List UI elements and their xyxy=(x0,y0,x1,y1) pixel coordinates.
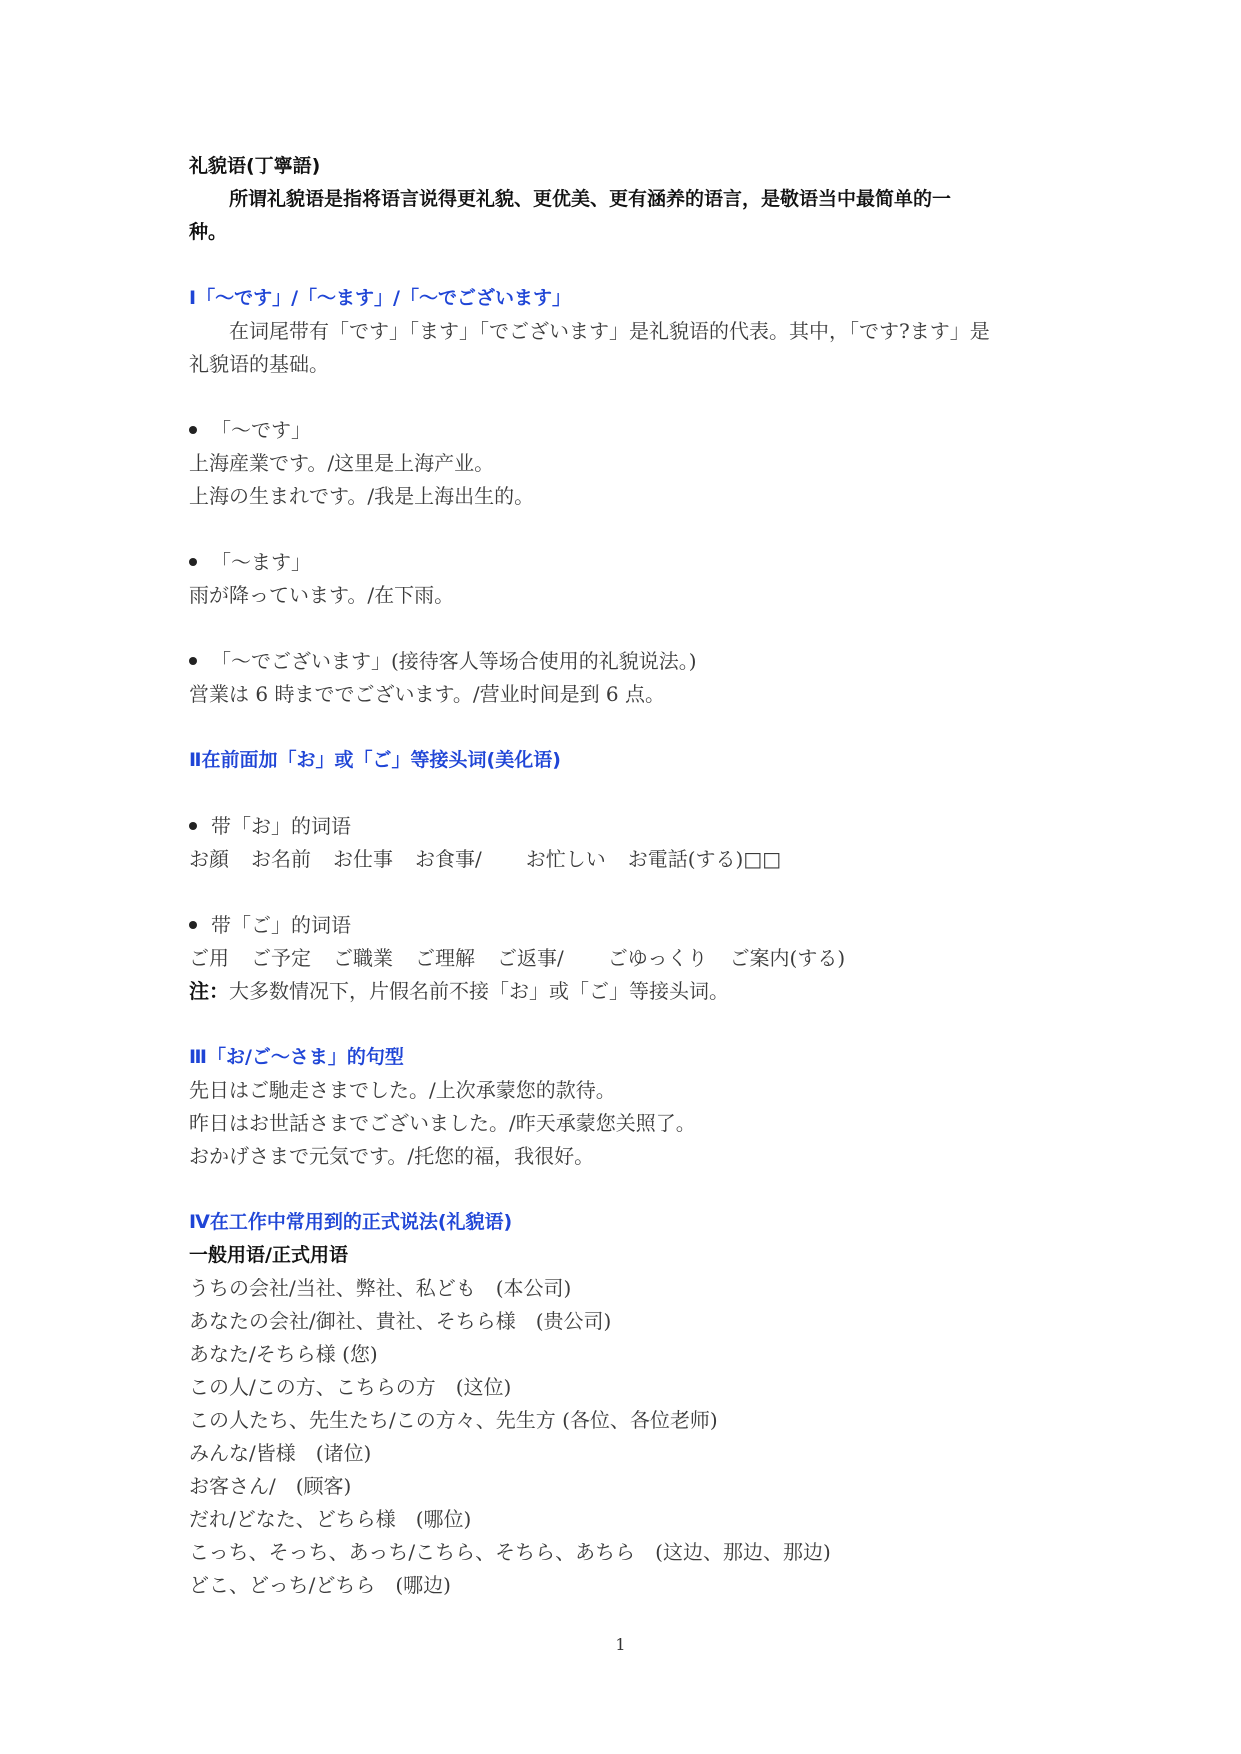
note-label: 注： xyxy=(189,979,229,1003)
o-word: お忙しい xyxy=(525,847,606,871)
spacer xyxy=(189,381,1059,414)
go-word: ご予定 xyxy=(251,946,311,970)
bullet-masu-label: 「～ます」 xyxy=(211,550,311,574)
o-word: お名前 xyxy=(251,847,311,871)
section-2-heading: Ⅱ在前面加「お」或「ご」等接头词(美化语) xyxy=(189,749,561,771)
bullet-icon xyxy=(189,822,197,830)
term-pair-row: みんな/皆様 (诸位) xyxy=(189,1441,372,1465)
spacer xyxy=(189,1008,1059,1041)
o-word: お仕事 xyxy=(333,847,393,871)
term-pair-row: あなたの会社/御社、貴社、そちら様 (贵公司) xyxy=(189,1309,612,1333)
o-word: お顔 xyxy=(189,847,229,871)
intro-line-1: 所谓礼貌语是指将语言说得更礼貌、更优美、更有涵养的语言，是敬语当中最简单的一 xyxy=(229,188,952,210)
go-word-list xyxy=(189,942,1059,975)
section-1-heading: Ⅰ「～です」/「～ます」/「～でございます」 xyxy=(189,287,571,309)
term-pair-row: うちの会社/当社、弊社、私ども (本公司) xyxy=(189,1276,572,1300)
section-4-subheading: 一般用语/正式用语 xyxy=(189,1244,348,1266)
bullet-go-words xyxy=(189,909,1059,942)
term-pair-row: この人たち、先生たち/この方々、先生方 (各位、各位老师) xyxy=(189,1408,718,1432)
bullet-icon xyxy=(189,426,197,434)
spacer xyxy=(189,1173,1059,1206)
bullet-icon xyxy=(189,558,197,566)
note-text: 大多数情况下，片假名前不接「お」或「ご」等接头词。 xyxy=(229,979,729,1003)
term-pair-row: どこ、どっち/どちら (哪边) xyxy=(189,1573,451,1597)
example-degozaimasu-1: 営業は 6 時まででございます。/营业时间是到 6 点。 xyxy=(189,682,666,706)
term-pair-row: お客さん/ (顾客) xyxy=(189,1474,352,1498)
spacer xyxy=(189,513,1059,546)
intro-line-2: 种。 xyxy=(189,221,228,243)
bullet-masu xyxy=(189,546,1059,579)
go-word: ご用 xyxy=(189,946,229,970)
section-3-example-3: おかげさまで元気です。/托您的福，我很好。 xyxy=(189,1144,595,1168)
section-3-example-2: 昨日はお世話さまでございました。/昨天承蒙您关照了。 xyxy=(189,1111,696,1135)
bullet-desu-label: 「～です」 xyxy=(211,418,311,442)
note-line xyxy=(189,975,1059,1008)
bullet-icon xyxy=(189,921,197,929)
term-pair-row: だれ/どなた、どちら様 (哪位) xyxy=(189,1507,472,1531)
page-number: 1 xyxy=(615,1635,626,1654)
term-pair-row: こっち、そっち、あっち/こちら、そちら、あちら (这边、那边、那边) xyxy=(189,1540,831,1564)
go-word: ごゆっくり xyxy=(607,946,708,970)
go-word: ご職業 xyxy=(333,946,393,970)
bullet-o-words xyxy=(189,810,1059,843)
document-title: 礼貌语(丁寧語) xyxy=(189,155,321,177)
go-word: ご案内(する) xyxy=(729,946,846,970)
example-masu-1: 雨が降っています。/在下雨。 xyxy=(189,583,455,607)
bullet-degozaimasu-label: 「～でございます」(接待客人等场合使用的礼貌说法。) xyxy=(211,649,697,673)
section-4-heading: Ⅳ在工作中常用到的正式说法(礼貌语) xyxy=(189,1211,513,1233)
document-page xyxy=(189,150,1059,1602)
o-word: お電話(する)□□ xyxy=(627,847,782,871)
section-1-desc-line-2: 礼貌语的基础。 xyxy=(189,352,329,376)
section-3-heading: Ⅲ「お/ご～さま」的句型 xyxy=(189,1046,404,1068)
go-word: ご理解 xyxy=(415,946,475,970)
spacer xyxy=(189,711,1059,744)
spacer xyxy=(189,612,1059,645)
o-word: お食事/ xyxy=(415,847,482,871)
bullet-go-label: 带「ご」的词语 xyxy=(211,913,351,937)
go-word: ご返事/ xyxy=(497,946,564,970)
term-pair-row: あなた/そちら様 (您) xyxy=(189,1342,378,1366)
spacer xyxy=(189,876,1059,909)
bullet-degozaimasu xyxy=(189,645,1059,678)
section-3-example-1: 先日はご馳走さまでした。/上次承蒙您的款待。 xyxy=(189,1078,616,1102)
spacer xyxy=(189,249,1059,282)
bullet-icon xyxy=(189,657,197,665)
example-desu-1: 上海産業です。/这里是上海产业。 xyxy=(189,451,495,475)
o-word-list xyxy=(189,843,1059,876)
spacer xyxy=(189,777,1059,810)
term-pair-row: この人/この方、こちらの方 (这位) xyxy=(189,1375,512,1399)
bullet-o-label: 带「お」的词语 xyxy=(211,814,351,838)
bullet-desu xyxy=(189,414,1059,447)
example-desu-2: 上海の生まれです。/我是上海出生的。 xyxy=(189,484,535,508)
section-1-desc-line-1: 在词尾带有「です」「ます」「でございます」是礼貌语的代表。其中，「です?ます」是 xyxy=(229,319,990,343)
